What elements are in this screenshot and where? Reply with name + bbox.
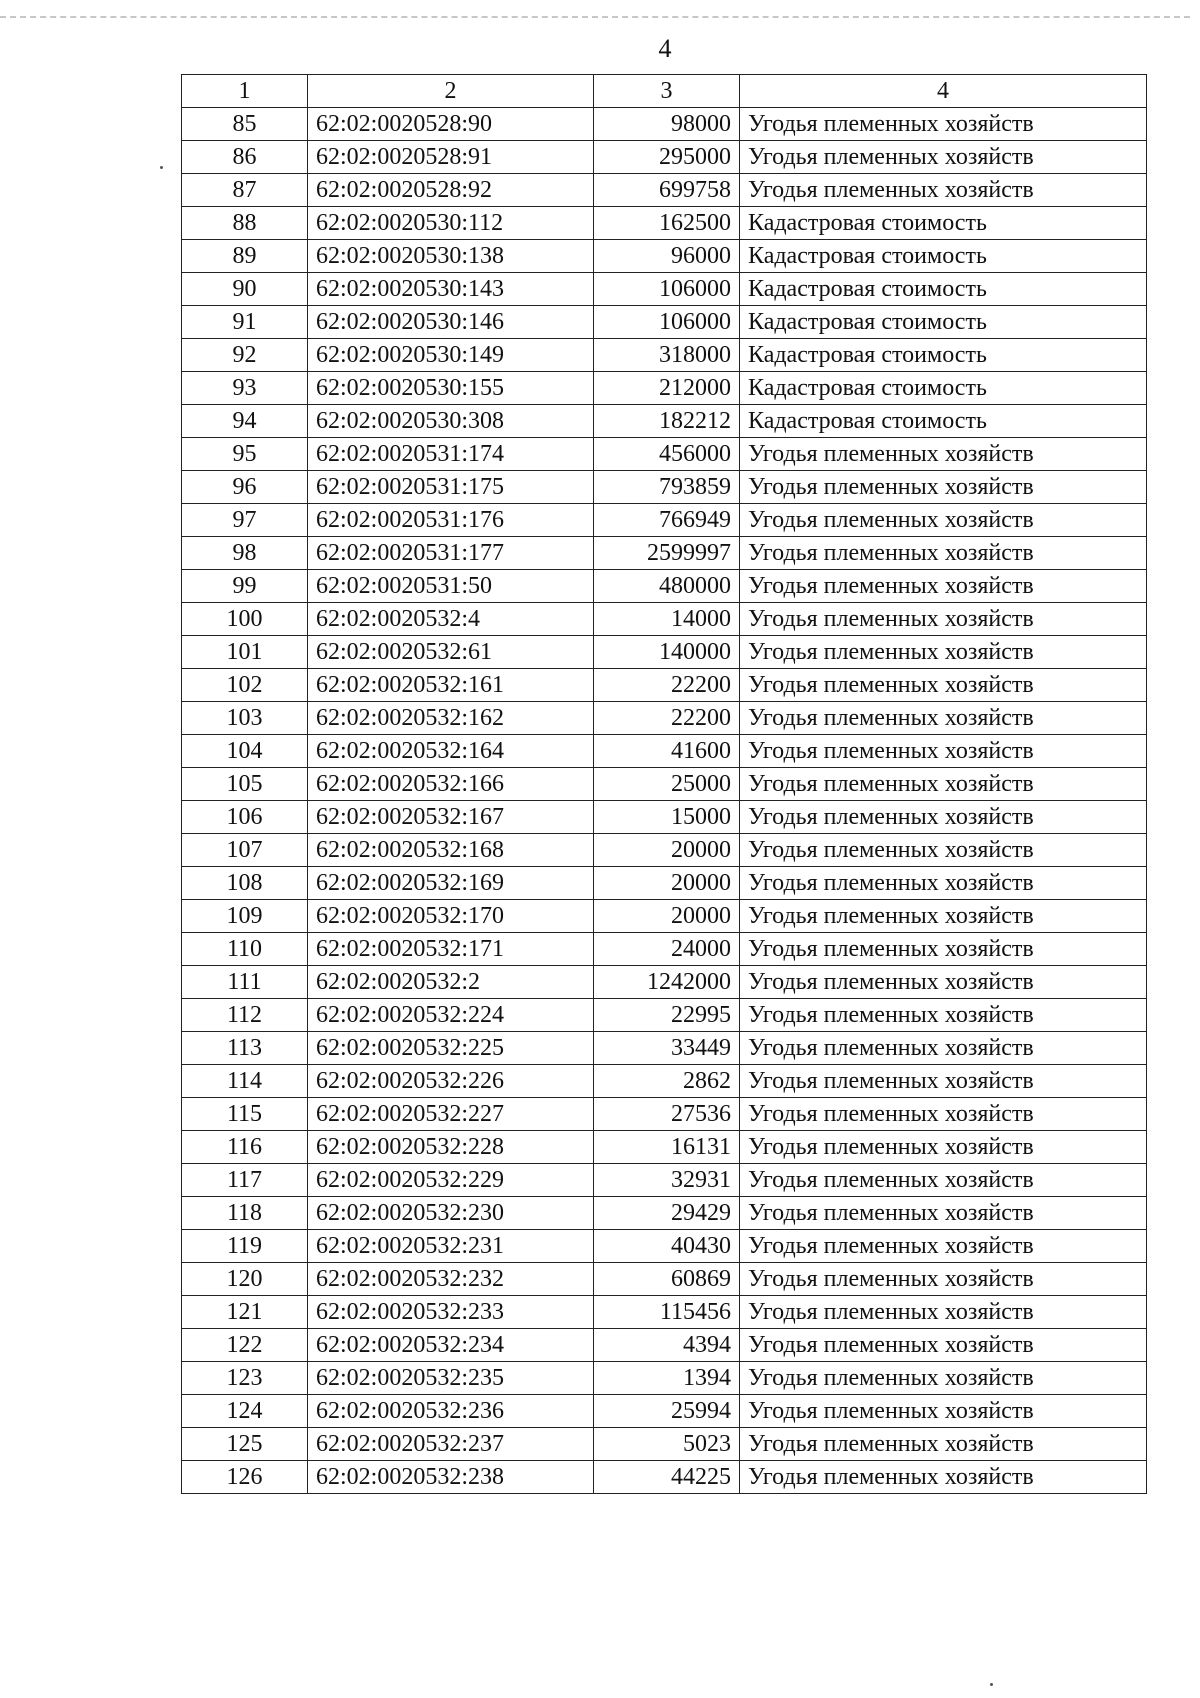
value-cell: 15000 [594, 801, 740, 834]
value-cell: 2862 [594, 1065, 740, 1098]
valuation-basis: Угодья племенных хозяйств [740, 900, 1147, 933]
valuation-basis: Угодья племенных хозяйств [740, 768, 1147, 801]
table-row [182, 207, 1147, 240]
table-row [182, 966, 1147, 999]
table-row [182, 174, 1147, 207]
value-cell: 318000 [594, 339, 740, 372]
table-row [182, 306, 1147, 339]
valuation-basis: Угодья племенных хозяйств [740, 1065, 1147, 1098]
value-cell: 456000 [594, 438, 740, 471]
cadastral-number: 62:02:0020532:171 [308, 933, 594, 966]
cadastral-number: 62:02:0020530:308 [308, 405, 594, 438]
valuation-basis: Угодья племенных хозяйств [740, 471, 1147, 504]
table-row [182, 735, 1147, 768]
valuation-basis: Угодья племенных хозяйств [740, 636, 1147, 669]
valuation-basis: Угодья племенных хозяйств [740, 999, 1147, 1032]
value-cell: 182212 [594, 405, 740, 438]
table-row [182, 438, 1147, 471]
cadastral-number: 62:02:0020532:233 [308, 1296, 594, 1329]
cadastral-number: 62:02:0020530:143 [308, 273, 594, 306]
row-number: 85 [182, 108, 308, 141]
value-cell: 14000 [594, 603, 740, 636]
row-number: 110 [182, 933, 308, 966]
value-cell: 106000 [594, 306, 740, 339]
row-number: 102 [182, 669, 308, 702]
row-number: 92 [182, 339, 308, 372]
table-row [182, 801, 1147, 834]
table-row [182, 471, 1147, 504]
valuation-basis: Угодья племенных хозяйств [740, 1230, 1147, 1263]
value-cell: 295000 [594, 141, 740, 174]
valuation-basis: Угодья племенных хозяйств [740, 867, 1147, 900]
cadastral-number: 62:02:0020530:146 [308, 306, 594, 339]
cadastral-number: 62:02:0020530:138 [308, 240, 594, 273]
table-row [182, 372, 1147, 405]
row-number: 111 [182, 966, 308, 999]
row-number: 113 [182, 1032, 308, 1065]
valuation-basis: Угодья племенных хозяйств [740, 801, 1147, 834]
valuation-basis: Угодья племенных хозяйств [740, 438, 1147, 471]
cadastral-number: 62:02:0020532:2 [308, 966, 594, 999]
table-row [182, 570, 1147, 603]
row-number: 106 [182, 801, 308, 834]
row-number: 86 [182, 141, 308, 174]
row-number: 105 [182, 768, 308, 801]
cadastral-number: 62:02:0020530:112 [308, 207, 594, 240]
valuation-basis: Угодья племенных хозяйств [740, 966, 1147, 999]
table-row [182, 1098, 1147, 1131]
table-row [182, 933, 1147, 966]
table-body [182, 108, 1147, 1494]
value-cell: 25994 [594, 1395, 740, 1428]
valuation-basis: Угодья племенных хозяйств [740, 702, 1147, 735]
row-number: 118 [182, 1197, 308, 1230]
valuation-basis: Угодья племенных хозяйств [740, 1296, 1147, 1329]
row-number: 103 [182, 702, 308, 735]
scan-speck [160, 166, 163, 169]
cadastral-number: 62:02:0020532:234 [308, 1329, 594, 1362]
row-number: 123 [182, 1362, 308, 1395]
row-number: 91 [182, 306, 308, 339]
cadastral-number: 62:02:0020532:61 [308, 636, 594, 669]
row-number: 125 [182, 1428, 308, 1461]
row-number: 90 [182, 273, 308, 306]
row-number: 112 [182, 999, 308, 1032]
page-number: 4 [658, 34, 672, 63]
value-cell: 41600 [594, 735, 740, 768]
table-row [182, 504, 1147, 537]
land-plots-table [181, 74, 1147, 1494]
cadastral-number: 62:02:0020532:167 [308, 801, 594, 834]
row-number: 126 [182, 1461, 308, 1494]
value-cell: 29429 [594, 1197, 740, 1230]
row-number: 107 [182, 834, 308, 867]
valuation-basis: Кадастровая стоимость [740, 306, 1147, 339]
row-number: 122 [182, 1329, 308, 1362]
table-row [182, 1296, 1147, 1329]
row-number: 97 [182, 504, 308, 537]
row-number: 98 [182, 537, 308, 570]
table-row [182, 1263, 1147, 1296]
cadastral-number: 62:02:0020531:174 [308, 438, 594, 471]
value-cell: 480000 [594, 570, 740, 603]
cadastral-number: 62:02:0020531:50 [308, 570, 594, 603]
value-cell: 2599997 [594, 537, 740, 570]
cadastral-number: 62:02:0020532:230 [308, 1197, 594, 1230]
table-row [182, 834, 1147, 867]
cadastral-number: 62:02:0020530:155 [308, 372, 594, 405]
table-row [182, 768, 1147, 801]
row-number: 120 [182, 1263, 308, 1296]
cadastral-number: 62:02:0020530:149 [308, 339, 594, 372]
cadastral-number: 62:02:0020532:236 [308, 1395, 594, 1428]
row-number: 116 [182, 1131, 308, 1164]
row-number: 94 [182, 405, 308, 438]
column-header-2: 2 [308, 75, 594, 108]
valuation-basis: Кадастровая стоимость [740, 405, 1147, 438]
cadastral-number: 62:02:0020532:225 [308, 1032, 594, 1065]
value-cell: 162500 [594, 207, 740, 240]
valuation-basis: Угодья племенных хозяйств [740, 537, 1147, 570]
table-row [182, 636, 1147, 669]
valuation-basis: Кадастровая стоимость [740, 240, 1147, 273]
row-number: 89 [182, 240, 308, 273]
row-number: 93 [182, 372, 308, 405]
value-cell: 44225 [594, 1461, 740, 1494]
valuation-basis: Угодья племенных хозяйств [740, 570, 1147, 603]
table-row [182, 405, 1147, 438]
table-row [182, 141, 1147, 174]
valuation-basis: Угодья племенных хозяйств [740, 603, 1147, 636]
value-cell: 5023 [594, 1428, 740, 1461]
valuation-basis: Угодья племенных хозяйств [740, 1197, 1147, 1230]
valuation-basis: Угодья племенных хозяйств [740, 141, 1147, 174]
value-cell: 793859 [594, 471, 740, 504]
cadastral-number: 62:02:0020532:162 [308, 702, 594, 735]
cadastral-number: 62:02:0020528:92 [308, 174, 594, 207]
cadastral-number: 62:02:0020532:232 [308, 1263, 594, 1296]
value-cell: 24000 [594, 933, 740, 966]
cadastral-number: 62:02:0020528:91 [308, 141, 594, 174]
table-row [182, 273, 1147, 306]
value-cell: 22995 [594, 999, 740, 1032]
row-number: 100 [182, 603, 308, 636]
cadastral-number: 62:02:0020531:175 [308, 471, 594, 504]
value-cell: 22200 [594, 702, 740, 735]
column-header-1: 1 [182, 75, 308, 108]
row-number: 96 [182, 471, 308, 504]
table-row [182, 702, 1147, 735]
valuation-basis: Угодья племенных хозяйств [740, 1164, 1147, 1197]
row-number: 121 [182, 1296, 308, 1329]
scan-speck [990, 1683, 993, 1686]
cadastral-number: 62:02:0020531:177 [308, 537, 594, 570]
value-cell: 16131 [594, 1131, 740, 1164]
value-cell: 766949 [594, 504, 740, 537]
valuation-basis: Угодья племенных хозяйств [740, 1131, 1147, 1164]
valuation-basis: Угодья племенных хозяйств [740, 1362, 1147, 1395]
value-cell: 60869 [594, 1263, 740, 1296]
value-cell: 20000 [594, 900, 740, 933]
cadastral-number: 62:02:0020532:166 [308, 768, 594, 801]
valuation-basis: Угодья племенных хозяйств [740, 1032, 1147, 1065]
table-row [182, 669, 1147, 702]
table-row [182, 1032, 1147, 1065]
valuation-basis: Угодья племенных хозяйств [740, 108, 1147, 141]
value-cell: 140000 [594, 636, 740, 669]
row-number: 119 [182, 1230, 308, 1263]
valuation-basis: Кадастровая стоимость [740, 207, 1147, 240]
cadastral-number: 62:02:0020532:4 [308, 603, 594, 636]
cadastral-number: 62:02:0020532:170 [308, 900, 594, 933]
table-row [182, 537, 1147, 570]
value-cell: 98000 [594, 108, 740, 141]
row-number: 101 [182, 636, 308, 669]
value-cell: 20000 [594, 834, 740, 867]
row-number: 114 [182, 1065, 308, 1098]
row-number: 108 [182, 867, 308, 900]
row-number: 115 [182, 1098, 308, 1131]
value-cell: 699758 [594, 174, 740, 207]
row-number: 124 [182, 1395, 308, 1428]
value-cell: 40430 [594, 1230, 740, 1263]
value-cell: 212000 [594, 372, 740, 405]
table-row [182, 1065, 1147, 1098]
row-number: 104 [182, 735, 308, 768]
column-header-3: 3 [594, 75, 740, 108]
valuation-basis: Кадастровая стоимость [740, 372, 1147, 405]
table-row [182, 1329, 1147, 1362]
value-cell: 27536 [594, 1098, 740, 1131]
value-cell: 32931 [594, 1164, 740, 1197]
cadastral-number: 62:02:0020532:224 [308, 999, 594, 1032]
row-number: 109 [182, 900, 308, 933]
valuation-basis: Угодья племенных хозяйств [740, 834, 1147, 867]
valuation-basis: Угодья племенных хозяйств [740, 1329, 1147, 1362]
column-header-4: 4 [740, 75, 1147, 108]
table-row [182, 1197, 1147, 1230]
value-cell: 25000 [594, 768, 740, 801]
scan-artifact-line [0, 16, 1190, 18]
cadastral-number: 62:02:0020528:90 [308, 108, 594, 141]
table-row [182, 1428, 1147, 1461]
row-number: 117 [182, 1164, 308, 1197]
valuation-basis: Угодья племенных хозяйств [740, 174, 1147, 207]
table-row [182, 1395, 1147, 1428]
valuation-basis: Угодья племенных хозяйств [740, 933, 1147, 966]
cadastral-number: 62:02:0020532:231 [308, 1230, 594, 1263]
valuation-basis: Угодья племенных хозяйств [740, 504, 1147, 537]
cadastral-number: 62:02:0020531:176 [308, 504, 594, 537]
cadastral-number: 62:02:0020532:164 [308, 735, 594, 768]
table-row [182, 867, 1147, 900]
cadastral-number: 62:02:0020532:161 [308, 669, 594, 702]
cadastral-number: 62:02:0020532:168 [308, 834, 594, 867]
cadastral-number: 62:02:0020532:229 [308, 1164, 594, 1197]
row-number: 95 [182, 438, 308, 471]
value-cell: 33449 [594, 1032, 740, 1065]
table-row [182, 240, 1147, 273]
table-row [182, 1131, 1147, 1164]
value-cell: 96000 [594, 240, 740, 273]
row-number: 88 [182, 207, 308, 240]
value-cell: 106000 [594, 273, 740, 306]
table-row [182, 1362, 1147, 1395]
row-number: 99 [182, 570, 308, 603]
valuation-basis: Угодья племенных хозяйств [740, 1395, 1147, 1428]
table-header-row [182, 75, 1147, 108]
table-row [182, 1461, 1147, 1494]
value-cell: 20000 [594, 867, 740, 900]
valuation-basis: Угодья племенных хозяйств [740, 1098, 1147, 1131]
valuation-basis: Угодья племенных хозяйств [740, 1428, 1147, 1461]
cadastral-number: 62:02:0020532:237 [308, 1428, 594, 1461]
valuation-basis: Угодья племенных хозяйств [740, 669, 1147, 702]
table-row [182, 999, 1147, 1032]
cadastral-number: 62:02:0020532:228 [308, 1131, 594, 1164]
value-cell: 22200 [594, 669, 740, 702]
row-number: 87 [182, 174, 308, 207]
valuation-basis: Кадастровая стоимость [740, 273, 1147, 306]
cadastral-number: 62:02:0020532:227 [308, 1098, 594, 1131]
table-row [182, 1230, 1147, 1263]
cadastral-number: 62:02:0020532:169 [308, 867, 594, 900]
cadastral-number: 62:02:0020532:238 [308, 1461, 594, 1494]
valuation-basis: Кадастровая стоимость [740, 339, 1147, 372]
table-row [182, 108, 1147, 141]
table-row [182, 1164, 1147, 1197]
value-cell: 1394 [594, 1362, 740, 1395]
cadastral-number: 62:02:0020532:226 [308, 1065, 594, 1098]
valuation-basis: Угодья племенных хозяйств [740, 735, 1147, 768]
table-row [182, 603, 1147, 636]
valuation-basis: Угодья племенных хозяйств [740, 1461, 1147, 1494]
value-cell: 4394 [594, 1329, 740, 1362]
cadastral-number: 62:02:0020532:235 [308, 1362, 594, 1395]
table-row [182, 900, 1147, 933]
valuation-basis: Угодья племенных хозяйств [740, 1263, 1147, 1296]
table-row [182, 339, 1147, 372]
value-cell: 1242000 [594, 966, 740, 999]
value-cell: 115456 [594, 1296, 740, 1329]
